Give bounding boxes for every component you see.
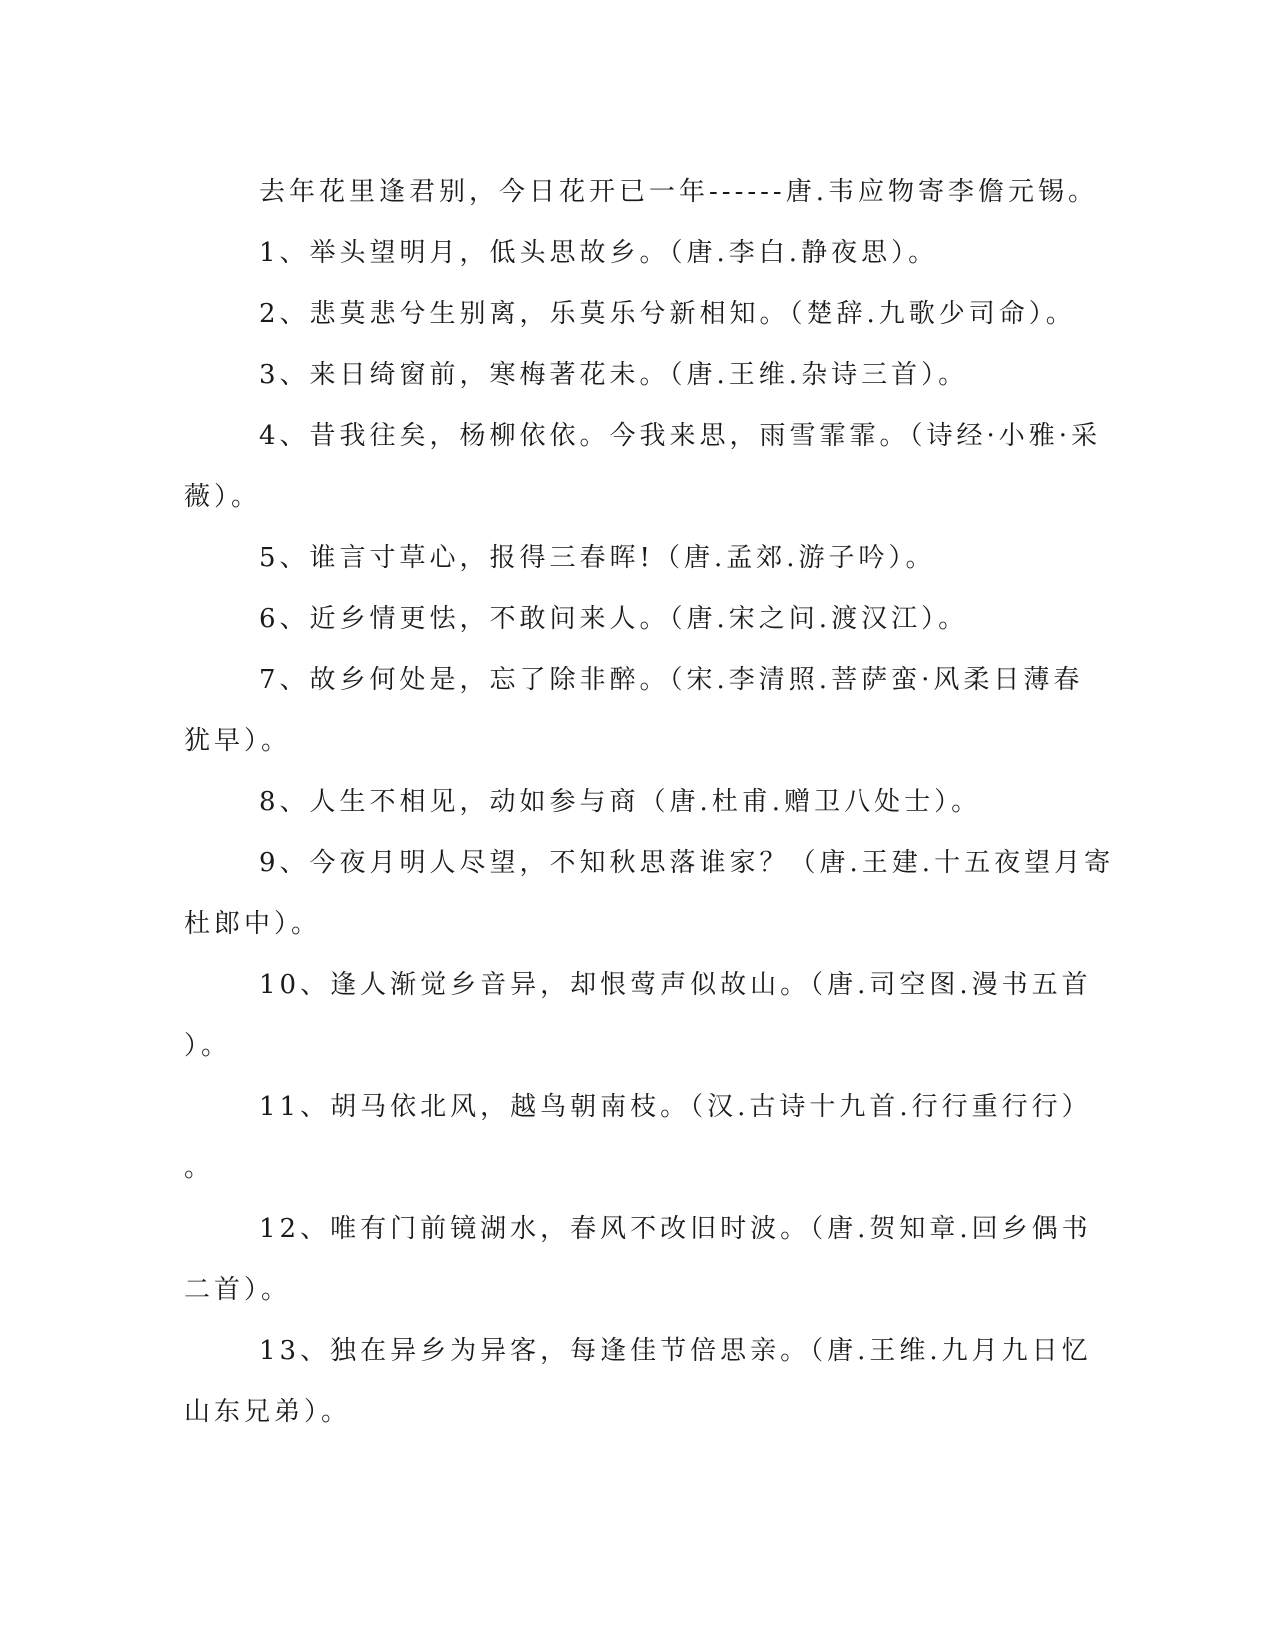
text-line: 6、近乡情更怯，不敢问来人。（唐.宋之问.渡汉江）。 bbox=[259, 604, 969, 634]
text-line: 杜郎中）。 bbox=[184, 909, 322, 939]
text-line: 8、人生不相见，动如参与商（唐.杜甫.赠卫八处士）。 bbox=[259, 787, 982, 817]
text-line: 11、胡马依北风，越鸟朝南枝。（汉.古诗十九首.行行重行行） bbox=[259, 1092, 1092, 1122]
document-body bbox=[184, 162, 1115, 1443]
text-line: 犹早）。 bbox=[184, 726, 292, 756]
text-line: 1、举头望明月，低头思故乡。（唐.李白.静夜思）。 bbox=[259, 238, 939, 268]
text-line: 薇）。 bbox=[184, 482, 262, 512]
text-line: 3、来日绮窗前，寒梅著花未。（唐.王维.杂诗三首）。 bbox=[259, 360, 969, 390]
text-line: 10、逢人渐觉乡音异，却恨莺声似故山。（唐.司空图.漫书五首 bbox=[259, 970, 1092, 1000]
text-line: 9、今夜月明人尽望，不知秋思落谁家？（唐.王建.十五夜望月寄 bbox=[259, 848, 1115, 878]
text-line: 4、昔我往矣，杨柳依依。今我来思，雨雪霏霏。（诗经·小雅·采 bbox=[259, 421, 1102, 451]
text-line: 山东兄弟）。 bbox=[184, 1397, 352, 1427]
text-line: 12、唯有门前镜湖水，春风不改旧时波。（唐.贺知章.回乡偶书 bbox=[259, 1214, 1092, 1244]
text-line: ）。 bbox=[184, 1031, 232, 1061]
text-line: 去年花里逢君别，今日花开已一年------唐.韦应物寄李儋元锡。 bbox=[259, 177, 1098, 207]
text-line: 5、谁言寸草心，报得三春晖!（唐.孟郊.游子吟）。 bbox=[259, 543, 936, 573]
text-line: 。 bbox=[184, 1153, 215, 1183]
text-line: 2、悲莫悲兮生别离，乐莫乐兮新相知。（楚辞.九歌少司命）。 bbox=[259, 299, 1076, 329]
text-line: 二首）。 bbox=[184, 1275, 292, 1305]
text-line: 13、独在异乡为异客，每逢佳节倍思亲。（唐.王维.九月九日忆 bbox=[259, 1336, 1092, 1366]
text-line: 7、故乡何处是，忘了除非醉。（宋.李清照.菩萨蛮·风柔日薄春 bbox=[259, 665, 1084, 695]
